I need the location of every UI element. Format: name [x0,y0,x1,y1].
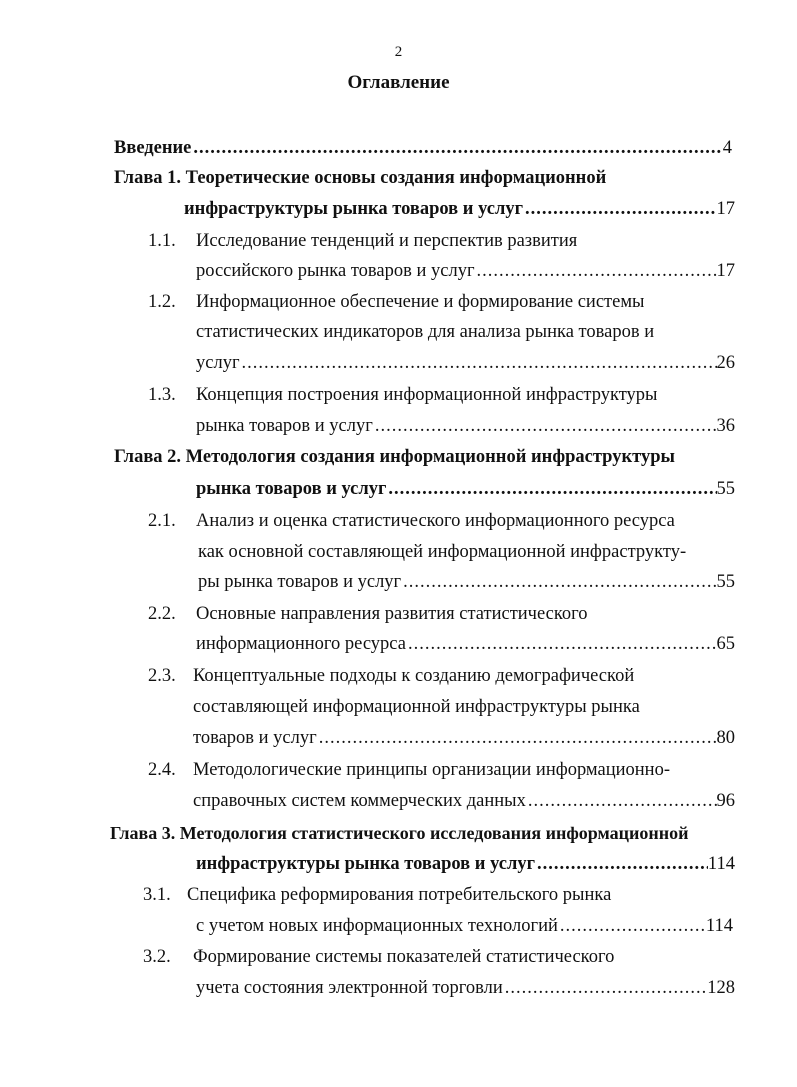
toc-chapter-2-line2 [196,477,735,501]
toc-section-2-2-line2 [196,632,735,656]
toc-section-number: 2.4. [148,760,176,780]
toc-entry-text: учета состояния электронной торговли [196,978,503,998]
dot-leader [475,259,717,283]
toc-section-number: 3.1. [143,885,171,905]
toc-entry-text: услуг [196,353,240,373]
page-number: 2 [394,44,403,60]
dot-leader [406,632,717,656]
toc-section-1-3-line2 [196,414,735,438]
toc-chapter-3-line1: Глава 3. Методология статистического исследования информационной [110,823,689,843]
toc-section-1-1-line1: Исследование тенденций и перспектив развития [196,231,578,251]
toc-section-3-1-line1: Специфика реформирования потребительского рынка [187,885,612,905]
toc-section-2-1-line1: Анализ и оценка статистического информационного ресурса [196,511,675,531]
toc-entry-text: с учетом новых информационных технологий [196,916,558,936]
toc-section-2-3-line3 [193,726,735,750]
toc-section-number: 3.2. [143,947,171,967]
toc-section-2-1-line3 [198,570,735,594]
toc-section-2-2-line1: Основные направления развития статистического [196,604,588,624]
toc-section-2-4-line1: Методологические принципы организации информационно- [193,760,670,780]
toc-chapter-3-line2 [196,852,735,876]
toc-page-number: 65 [716,634,735,654]
toc-section-1-1-line2 [196,259,735,283]
toc-section-2-3-line2: составляющей информационной инфраструктуры рынка [193,697,640,717]
toc-entry-text: Введение [114,138,192,158]
toc-page-number: 96 [716,791,735,811]
dot-leader [191,136,722,160]
toc-section-number: 2.2. [148,604,176,624]
toc-page-number: 55 [716,479,735,499]
toc-section-2-4-line2 [193,789,735,813]
toc-section-number: 1.3. [148,385,176,405]
toc-entry-text: рынка товаров и услуг [196,479,387,499]
toc-section-2-3-line1: Концептуальные подходы к созданию демографической [193,666,635,686]
dot-leader [240,351,717,375]
toc-section-number: 2.3. [148,666,176,686]
toc-entry-text: товаров и услуг [193,728,317,748]
toc-entry-text: рынка товаров и услуг [196,416,373,436]
toc-page-number: 17 [716,199,735,219]
toc-section-1-2-line3 [196,351,735,375]
toc-section-number: 1.1. [148,231,176,251]
dot-leader [317,726,717,750]
toc-chapter-1-line1: Глава 1. Теоретические основы создания информационной [114,168,607,188]
toc-page-number: 55 [716,572,735,592]
toc-section-3-2-line2 [196,976,735,1000]
toc-chapter-2-line1: Глава 2. Методология создания информационной инфраструктуры [114,447,675,467]
toc-section-1-3-line1: Концепция построения информационной инфраструктуры [196,385,658,405]
dot-leader [386,477,716,501]
toc-section-number: 1.2. [148,292,176,312]
dot-leader [526,789,717,813]
toc-page-number: 26 [716,353,735,373]
toc-entry-text: российского рынка товаров и услуг [196,261,475,281]
toc-entry-text: инфраструктуры рынка товаров и услуг [196,854,536,874]
dot-leader [535,852,708,876]
toc-page-number: 80 [716,728,735,748]
toc-section-number: 2.1. [148,511,176,531]
dot-leader [558,914,706,938]
toc-section-1-2-line1: Информационное обеспечение и формирование системы [196,292,645,312]
toc-page-number: 114 [707,854,735,874]
toc-section-2-1-line2: как основной составляющей информационной инфраструкту- [198,542,687,562]
toc-page-number: 4 [722,138,732,158]
toc-page-number: 36 [716,416,735,436]
toc-page-number: 114 [705,916,733,936]
toc-section-3-2-line1: Формирование системы показателей статистического [193,947,615,967]
toc-chapter-1-line2 [184,197,735,221]
toc-entry-text: информационного ресурса [196,634,406,654]
dot-leader [503,976,708,1000]
dot-leader [373,414,717,438]
toc-page-number: 128 [707,978,735,998]
dot-leader [401,570,716,594]
toc-entry-text: справочных систем коммерческих данных [193,791,526,811]
toc-entry-intro [114,136,732,160]
toc-page-number: 17 [716,261,735,281]
toc-section-1-2-line2: статистических индикаторов для анализа рынка товаров и [196,322,655,342]
toc-section-3-1-line2 [196,914,733,938]
dot-leader [523,197,716,221]
page-title: Оглавление [347,72,450,93]
toc-entry-text: ры рынка товаров и услуг [198,572,402,592]
toc-entry-text: инфраструктуры рынка товаров и услуг [184,199,524,219]
